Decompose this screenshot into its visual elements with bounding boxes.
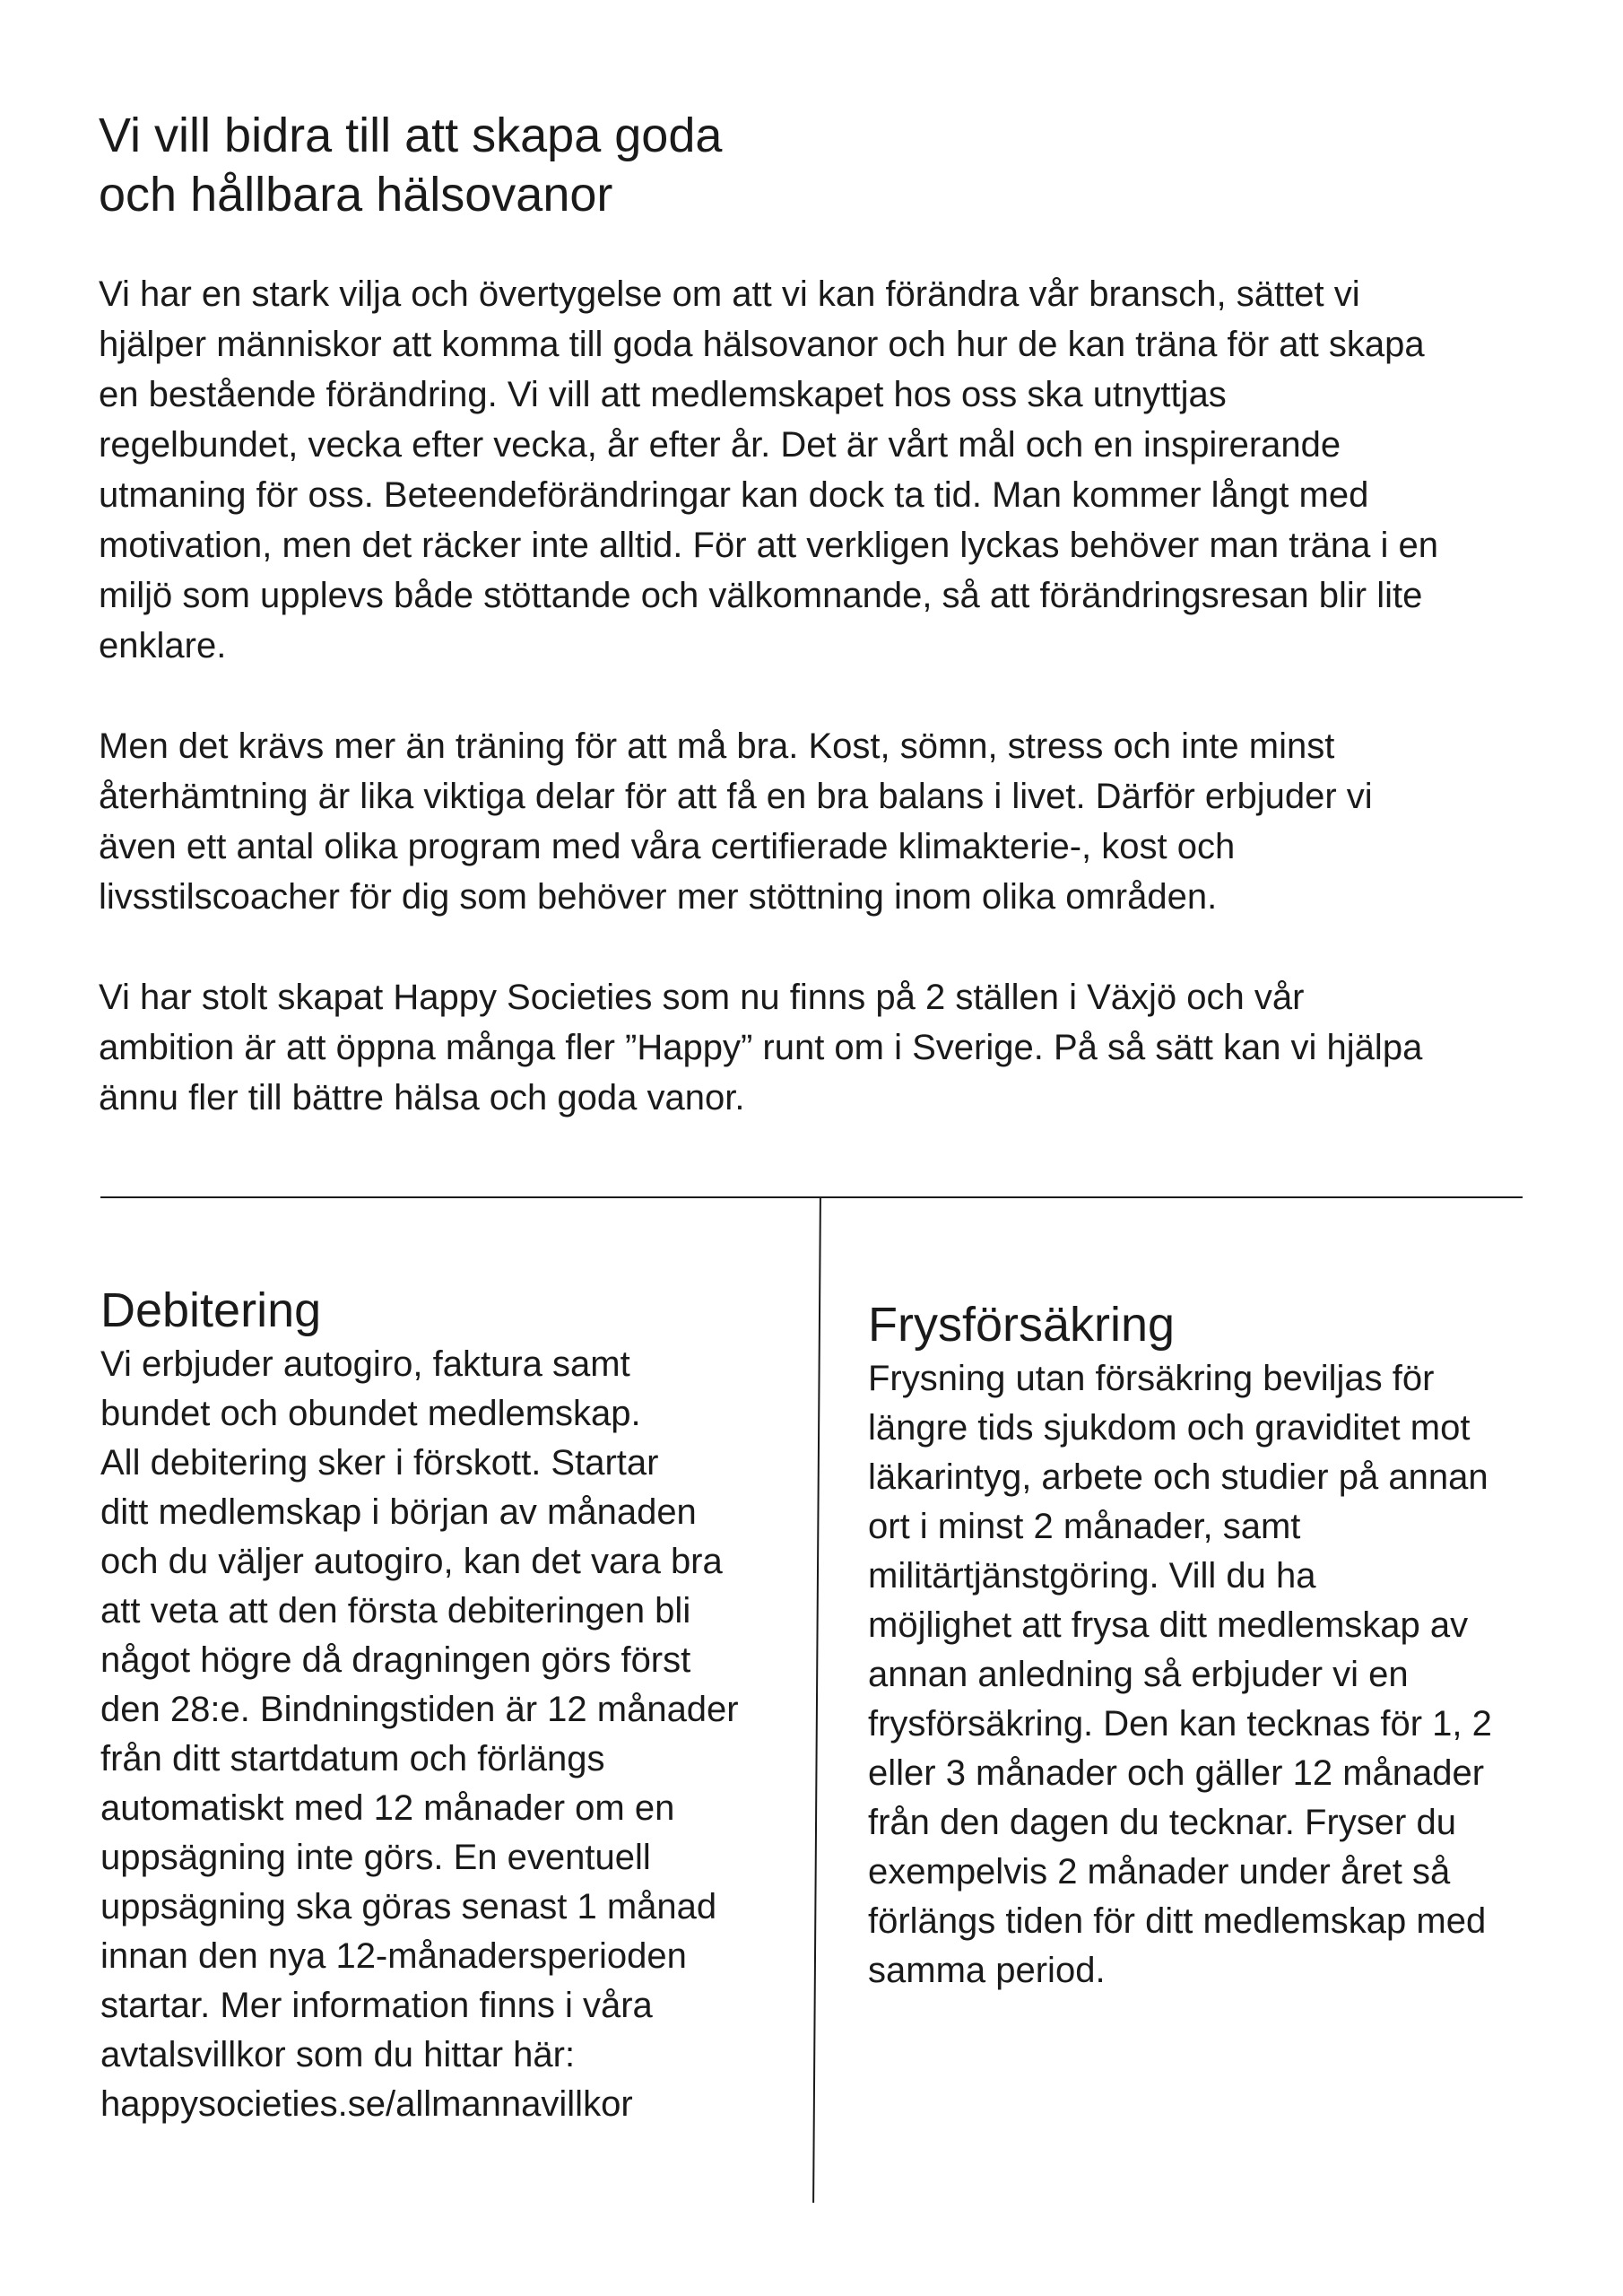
frysforsakring-body: Frysning utan försäkring beviljas för längre tids sjukdom och graviditet mot läkarintyg, arbete och studier på annan ort i minst 2 månader, samt militärtjänstgöring. Vill du ha möjlighet att frysa ditt medlemskap av annan anledning så erbjuder vi en frysförsäkring. Den kan tecknas för 1, 2 eller 3 månader och gäller 12 månader från den dagen du tecknar. Fryser du exempelvis 2 månader under året så förlängs tiden för ditt medlemskap med samma period. bbox=[868, 1359, 1492, 1990]
intro-section bbox=[99, 269, 1533, 1173]
frysforsakring-section bbox=[868, 1295, 1549, 1996]
intro-paragraph-3: Vi har stolt skapat Happy Societies som nu finns på 2 ställen i Växjö och vår ambition är att öppna många fler ”Happy” runt om i Sverige. På så sätt kan vi hjälpa ännu fler till bättre hälsa och goda vanor. bbox=[99, 978, 1423, 1118]
page-title: Vi vill bidra till att skapa goda och hållbara hälsovanor bbox=[99, 109, 723, 222]
horizontal-divider bbox=[100, 1196, 1523, 1198]
debitering-heading: Debitering bbox=[100, 1283, 322, 1337]
debitering-section bbox=[100, 1281, 809, 2129]
intro-paragraph-2: Men det krävs mer än träning för att må bra. Kost, sömn, stress och inte minst återhämtning är lika viktiga delar för att få en bra balans i livet. Därför erbjuder vi även ett antal olika program med våra certifierade klimakterie-, kost och livsstilscoacher för dig som behöver mer stöttning inom olika områden. bbox=[99, 726, 1373, 917]
debitering-body: Vi erbjuder autogiro, faktura samt bundet och obundet medlemskap. All debitering sker i förskott. Startar ditt medlemskap i början av månaden och du väljer autogiro, kan det vara bra att veta att den första debiteringen bli något högre då dragningen görs först den 28:e. Bindningstiden är 12 månader från ditt startdatum och förlängs automatiskt med 12 månader om en uppsägning inte görs. En eventuell uppsägning ska göras senast 1 månad innan den nya 12-månadersperioden startar. Mer information finns i våra avtalsvillkor som du hittar här: happysocieties.se/allmannavillkor bbox=[100, 1344, 739, 2124]
vertical-divider bbox=[812, 1198, 821, 2203]
frysforsakring-heading: Frysförsäkring bbox=[868, 1298, 1176, 1352]
intro-paragraph-1: Vi har en stark vilja och övertygelse om att vi kan förändra vår bransch, sättet vi hjälper människor att komma till goda hälsovanor och hur de kan träna för att skapa en bestående förändring. Vi vill att medlemskapet hos oss ska utnyttjas regelbundet, vecka efter vecka, år efter år. Det är vårt mål och en inspirerande utmaning för oss. Beteendeförändringar kan dock ta tid. Man kommer långt med motivation, men det räcker inte alltid. För att verkligen lyckas behöver man träna i en miljö som upplevs både stöttande och välkomnande, så att förändringsresan blir lite enklare. bbox=[99, 274, 1439, 665]
